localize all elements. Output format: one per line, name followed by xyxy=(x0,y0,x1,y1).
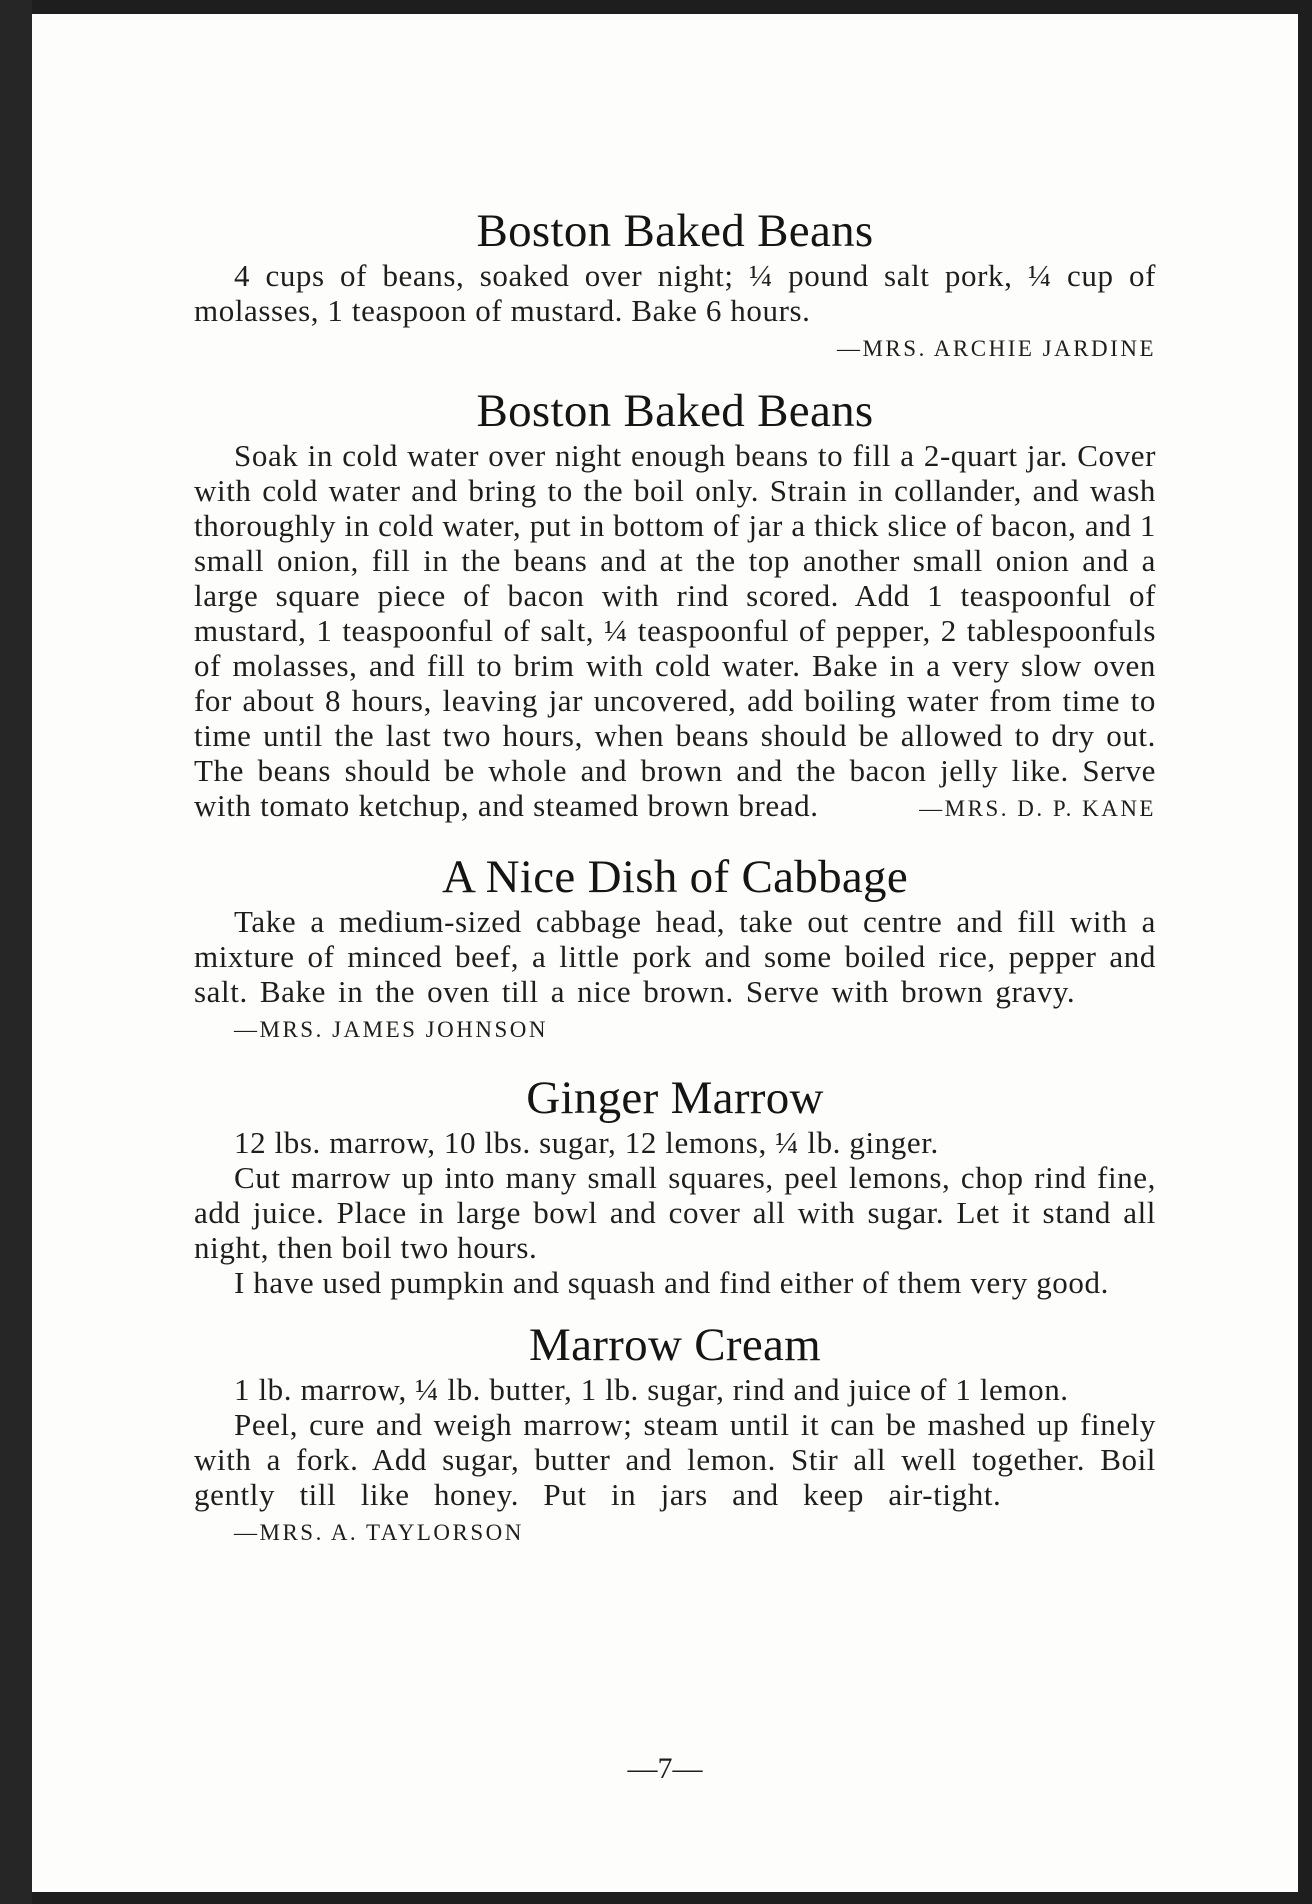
recipe-boston-baked-beans-1 xyxy=(194,204,1156,366)
recipe-ginger-marrow xyxy=(194,1071,1156,1300)
spacer xyxy=(194,1300,1156,1318)
recipe-body: 4 cups of beans, soaked over night; ¼ pound salt pork, ¼ cup of molasses, 1 teaspoon of mustard. Bake 6 hours. xyxy=(194,258,1156,328)
recipe-title: A Nice Dish of Cabbage xyxy=(441,851,909,903)
recipe-title: Boston Baked Beans xyxy=(476,385,874,437)
recipe-title: Boston Baked Beans xyxy=(476,205,874,257)
recipe-body: Soak in cold water over night enough beans to fill a 2-quart jar. Cover with cold water and bring to the boil only. Strain in collander, and wash thoroughly in cold water, put in bottom of jar a thick slice of bacon, and 1 small onion, fill in the beans and at the top another small onion and a large square piece of bacon with rind scored. Add 1 teaspoonful of mustard, 1 teaspoonful of salt, ¼ teaspoonful of pepper, 2 tablespoonfuls of molasses, and fill to brim with cold water. Bake in a very slow oven for about 8 hours, leaving jar uncovered, add boiling water from time to time until the last two hours, when beans should be allowed to dry out. The beans should be whole and brown and the bacon jelly like. Serve with tomato ketchup, and steamed brown bread. —MRS. D. P. KANE xyxy=(194,438,1156,826)
recipe-signature-line xyxy=(194,328,1156,366)
recipe-ingredients: 12 lbs. marrow, 10 lbs. sugar, 12 lemons, ¼ lb. ginger. xyxy=(234,1125,939,1160)
recipe-signature: —MRS. A. TAYLORSON xyxy=(234,1520,524,1545)
spacer xyxy=(194,1047,1156,1071)
recipe-title: Marrow Cream xyxy=(528,1319,822,1371)
page-content xyxy=(194,204,1156,1550)
recipe-ingredients: 1 lb. marrow, ¼ lb. butter, 1 lb. sugar, rind and juice of 1 lemon. xyxy=(234,1372,1069,1407)
recipe-signature: —MRS. JAMES JOHNSON xyxy=(234,1017,548,1042)
recipe-marrow-cream xyxy=(194,1318,1156,1550)
recipe-body: Take a medium-sized cabbage head, take out centre and fill with a mixture of minced beef, a little pork and some boiled rice, pepper and salt. Bake in the oven till a nice brown. Serve with brown gravy. —MRS. JAMES JOHNSON xyxy=(194,904,1156,1047)
recipe-note: I have used pumpkin and squash and find either of them very good. xyxy=(234,1265,1109,1300)
page-number: —7— xyxy=(627,1752,703,1785)
recipe-method: Peel, cure and weigh marrow; steam until it can be mashed up finely with a fork. Add sugar, butter and lemon. Stir all well together. Boil gently till like honey. Put in jars and keep air-tight. —MRS. A. TAYLORSON xyxy=(194,1407,1156,1550)
recipe-signature: —MRS. D. P. KANE xyxy=(919,796,1156,821)
recipe-signature: —MRS. ARCHIE JARDINE xyxy=(836,336,1156,361)
recipe-cabbage xyxy=(194,850,1156,1047)
scan-left-margin xyxy=(0,0,32,1904)
spacer xyxy=(194,366,1156,384)
spacer xyxy=(194,826,1156,850)
recipe-boston-baked-beans-2 xyxy=(194,384,1156,826)
book-page xyxy=(32,14,1298,1892)
recipe-method: Cut marrow up into many small squares, peel lemons, chop rind fine, add juice. Place in large bowl and cover all with sugar. Let it stand all night, then boil two hours. xyxy=(194,1160,1156,1265)
recipe-title: Ginger Marrow xyxy=(526,1072,824,1124)
